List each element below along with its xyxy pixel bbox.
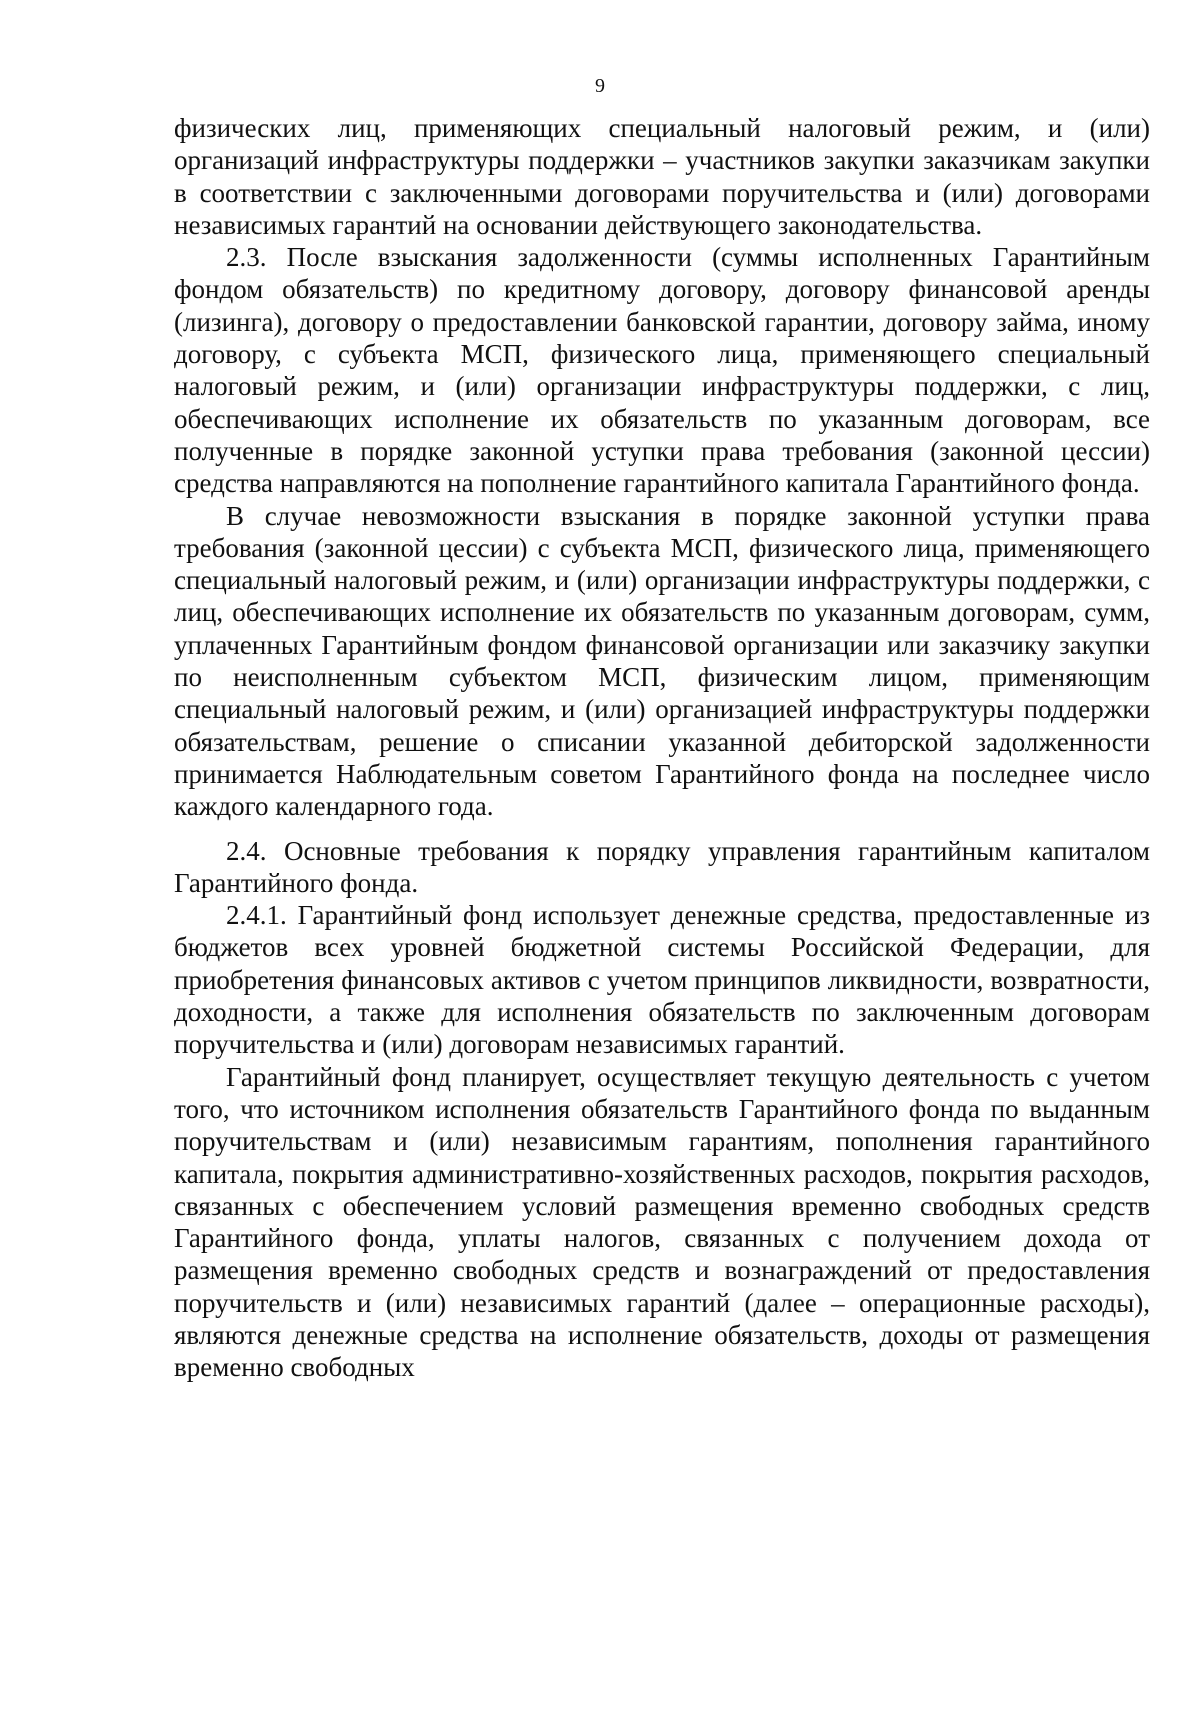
paragraph-section-2-3-write-off: В случае невозможности взыскания в порядке законной уступки права требования (законной цессии) с субъекта МСП, физического лица, применяющего специальный налоговый режим, и (или) организации инфраструктуры поддержки, с лиц, обеспечивающих исполнение их обязательств по указанным договорам, сумм, уплаченных Гарантийным фондом финансовой организации или заказчику закупки по неисполненным субъектом МСП, физическим лицом, применяющим специальный налоговый режим, и (или) организацией инфраструктуры поддержки обязательствам, решение о списании указанной дебиторской задолженности принимается Наблюдательным советом Гарантийного фонда на последнее число каждого календарного года. xyxy=(174,500,1150,822)
paragraph-section-2-4: 2.4. Основные требования к порядку управления гарантийным капиталом Гарантийного фонда. xyxy=(174,835,1150,898)
document-body xyxy=(174,112,1150,1384)
paragraph-section-2-4-1-planning: Гарантийный фонд планирует, осуществляет текущую деятельность с учетом того, что источником исполнения обязательств Гарантийного фонда по выданным поручительствам и (или) независимым гарантиям, пополнения гарантийного капитала, покрытия административно-хозяйственных расходов, покрытия расходов, связанных с обеспечением условий размещения временно свободных средств Гарантийного фонда, уплаты налогов, связанных с получением дохода от размещения временно свободных средств и вознаграждений от предоставления поручительств и (или) независимых гарантий (далее – операционные расходы), являются денежные средства на исполнение обязательств, доходы от размещения временно свободных xyxy=(174,1061,1150,1383)
page-number: 9 xyxy=(595,75,605,97)
paragraph-continuation: физических лиц, применяющих специальный налоговый режим, и (или) организаций инфраструктуры поддержки – участников закупки заказчикам закупки в соответствии с заключенными договорами поручительства и (или) договорами независимых гарантий на основании действующего законодательства. xyxy=(174,113,1150,240)
paragraph-section-2-3: 2.3. После взыскания задолженности (суммы исполненных Гарантийным фондом обязательств) по кредитному договору, договору финансовой аренды (лизинга), договору о предоставлении банковской гарантии, договору займа, иному договору, с субъекта МСП, физического лица, применяющего специальный налоговый режим, и (или) организации инфраструктуры поддержки, с лиц, обеспечивающих исполнение их обязательств по указанным договорам, все полученные в порядке законной уступки права требования (законной цессии) средства направляются на пополнение гарантийного капитала Гарантийного фонда. xyxy=(174,242,1150,499)
paragraph-section-2-4-1: 2.4.1. Гарантийный фонд использует денежные средства, предоставленные из бюджетов всех уровней бюджетной системы Российской Федерации, для приобретения финансовых активов с учетом принципов ликвидности, возвратности, доходности, а также для исполнения обязательств по заключенным договорам поручительства и (или) договорам независимых гарантий. xyxy=(174,900,1150,1060)
